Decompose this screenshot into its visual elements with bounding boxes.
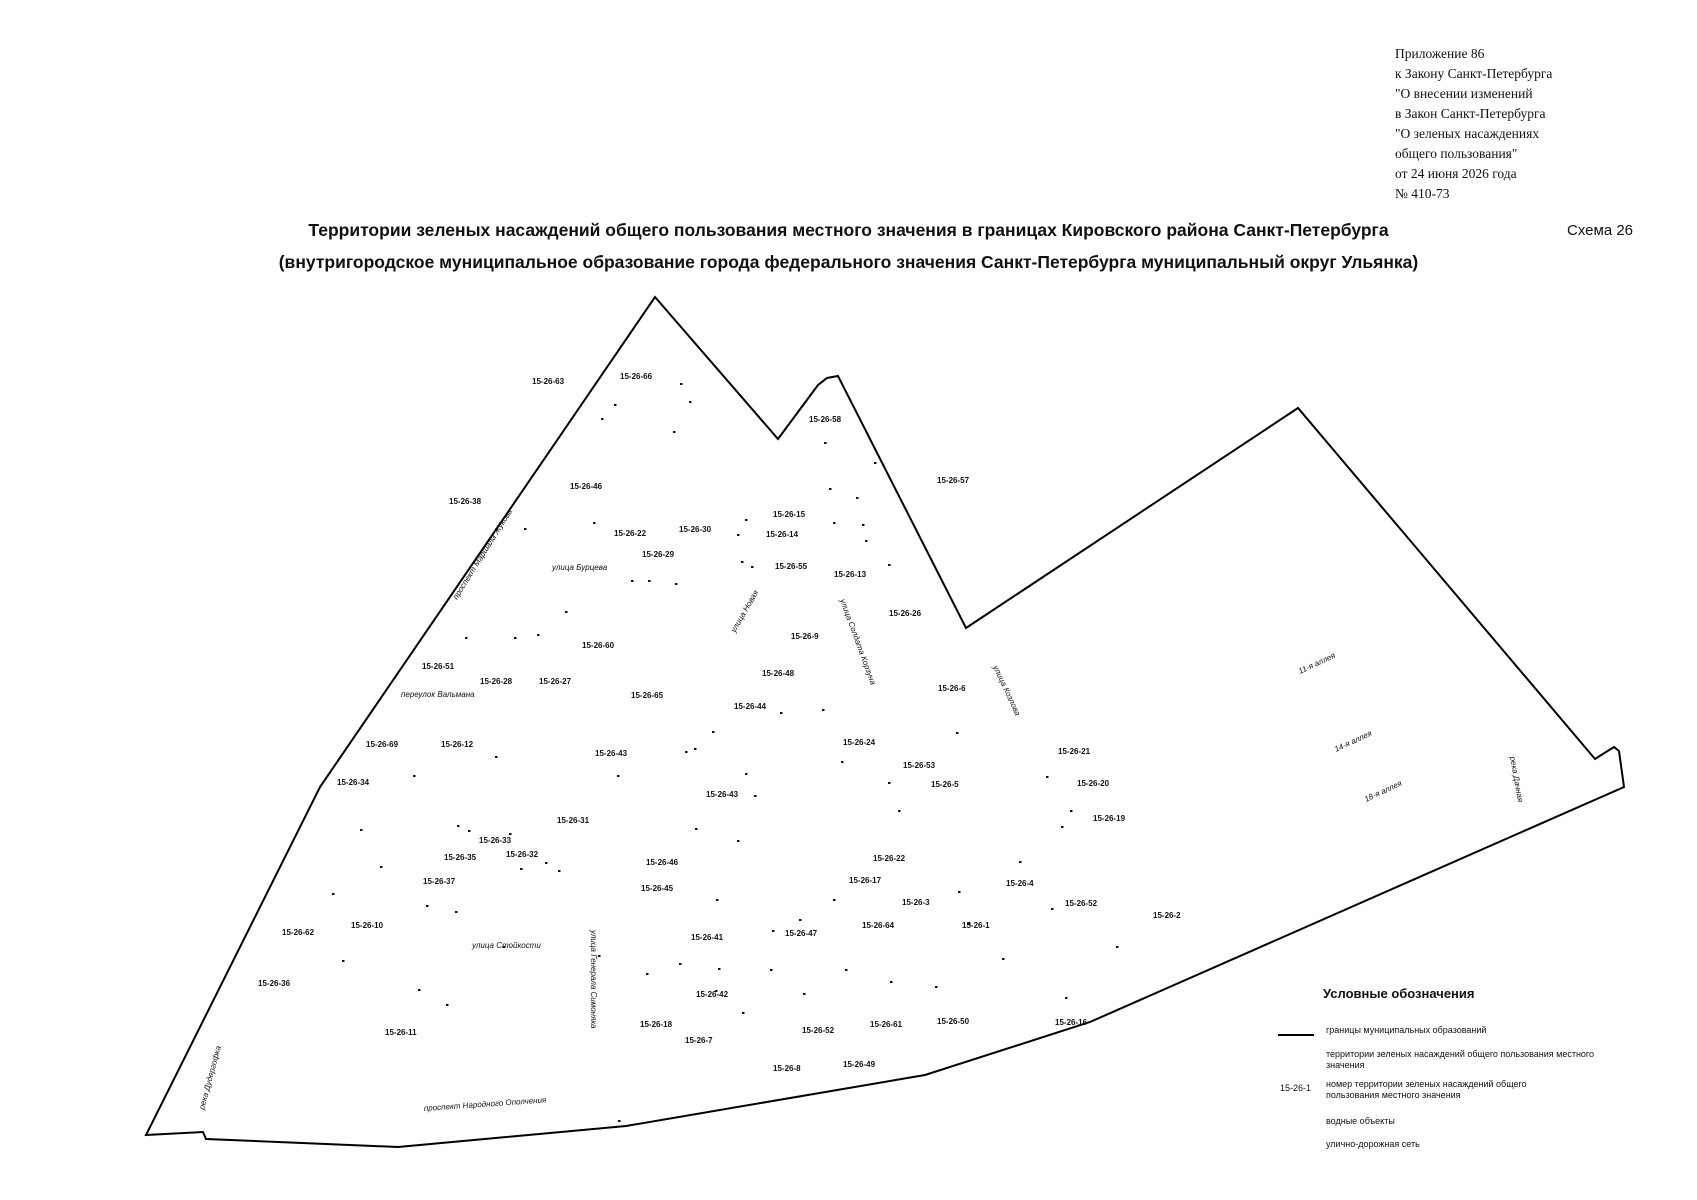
territory-label: 15-26-53	[903, 761, 936, 770]
territory-label: 15-26-24	[843, 738, 876, 747]
territory-label: 15-26-34	[337, 778, 370, 787]
territory-marker	[675, 583, 678, 585]
territory-label: 15-26-19	[1093, 814, 1126, 823]
territory-label: 15-26-11	[385, 1028, 417, 1037]
annex-line: № 410-73	[1395, 186, 1450, 201]
territory-marker	[1070, 810, 1073, 812]
territory-marker	[751, 566, 754, 568]
territory-marker	[614, 404, 617, 406]
territory-marker	[509, 833, 512, 835]
territory-label: 15-26-26	[889, 609, 922, 618]
territory-label: 15-26-43	[595, 749, 628, 758]
territory-marker	[745, 519, 748, 521]
territory-marker	[1051, 908, 1054, 910]
territory-label: 15-26-29	[642, 550, 675, 559]
territory-marker	[874, 462, 877, 464]
street-label: проспект Народного Ополчения	[423, 1095, 547, 1113]
territory-label: 15-26-9	[791, 632, 819, 641]
territory-marker	[601, 418, 604, 420]
territory-label: 15-26-32	[506, 850, 539, 859]
street-label: улица Бурцева	[552, 563, 608, 572]
territory-label: 15-26-63	[532, 377, 565, 386]
territory-marker	[332, 893, 335, 895]
territory-marker	[890, 981, 893, 983]
page-subtitle: (внутригородское муниципальное образование города федерального значения Санкт-Петербурга муниципальный округ Ульянка)	[278, 252, 1419, 272]
territory-marker	[1019, 861, 1022, 863]
territory-label: 15-26-21	[1058, 747, 1091, 756]
territory-marker	[426, 905, 429, 907]
territory-label: 15-26-27	[539, 677, 572, 686]
territory-marker	[617, 775, 620, 777]
street-label: улица Козлова	[991, 664, 1023, 717]
territory-marker	[1065, 997, 1068, 999]
legend-sample-number: 15-26-1	[1280, 1083, 1312, 1093]
territory-label: 15-26-36	[258, 979, 291, 988]
territory-marker	[631, 580, 634, 582]
territory-marker	[718, 968, 721, 970]
territory-marker	[457, 825, 460, 827]
territory-marker	[716, 899, 719, 901]
territory-marker	[841, 761, 844, 763]
territory-label: 15-26-46	[646, 858, 679, 867]
territory-marker	[465, 637, 468, 639]
territory-label: 15-26-12	[441, 740, 474, 749]
territory-marker	[712, 731, 715, 733]
territory-marker	[745, 773, 748, 775]
territory-marker	[956, 732, 959, 734]
annex-line: в Закон Санкт-Петербурга	[1395, 106, 1546, 121]
territory-label: 15-26-1	[962, 921, 990, 930]
territory-label: 15-26-17	[849, 876, 882, 885]
annex-line: общего пользования"	[1395, 146, 1518, 161]
territory-markers	[332, 383, 1119, 1122]
territory-marker	[468, 830, 471, 832]
street-label: проспект Маршала Жукова	[451, 507, 515, 602]
legend-title: Условные обозначения	[1323, 986, 1475, 1001]
territory-label: 15-26-35	[444, 853, 477, 862]
street-label: 11-я аллея	[1297, 650, 1337, 676]
territory-label: 15-26-20	[1077, 779, 1110, 788]
legend-item-road-network: улично-дорожная сеть	[1326, 1139, 1420, 1149]
legend-item-green-territory: территории зеленых насаждений общего пользования местного значения	[1326, 1049, 1595, 1070]
territory-marker	[958, 891, 961, 893]
territory-marker	[865, 540, 868, 542]
street-label: река Дачная	[1508, 755, 1525, 803]
territory-marker	[524, 528, 527, 530]
territory-marker	[455, 911, 458, 913]
territory-marker	[1002, 958, 1005, 960]
territory-marker	[742, 1012, 745, 1014]
street-label: переулок Вальмана	[401, 690, 475, 699]
territory-marker	[413, 775, 416, 777]
territory-label: 15-26-33	[479, 836, 512, 845]
territory-marker	[558, 870, 561, 872]
territory-marker	[646, 973, 649, 975]
territory-marker	[737, 840, 740, 842]
legend-item-water: водные объекты	[1326, 1116, 1395, 1126]
territory-label: 15-26-6	[938, 684, 966, 693]
territory-marker	[360, 829, 363, 831]
territory-label: 15-26-13	[834, 570, 867, 579]
territory-label: 15-26-22	[614, 529, 647, 538]
legend-item-boundary: границы муниципальных образований	[1326, 1025, 1487, 1035]
territory-label: 15-26-37	[423, 877, 456, 886]
annex-line: Приложение 86	[1395, 46, 1485, 61]
territory-marker	[673, 431, 676, 433]
territory-label: 15-26-22	[873, 854, 906, 863]
territory-labels	[258, 372, 1181, 1073]
territory-marker	[780, 712, 783, 714]
territory-label: 15-26-16	[1055, 1018, 1088, 1027]
territory-label: 15-26-64	[862, 921, 895, 930]
territory-marker	[342, 960, 345, 962]
territory-label: 15-26-45	[641, 884, 674, 893]
street-label: улица Новая	[728, 588, 761, 634]
territory-marker	[446, 1004, 449, 1006]
territory-label: 15-26-3	[902, 898, 930, 907]
territory-marker	[754, 795, 757, 797]
territory-marker	[685, 751, 688, 753]
territory-label: 15-26-49	[843, 1060, 876, 1069]
territory-label: 15-26-60	[582, 641, 615, 650]
territory-label: 15-26-57	[937, 476, 970, 485]
territory-marker	[856, 497, 859, 499]
annex-line: к Закону Санкт-Петербурга	[1395, 66, 1553, 81]
territory-label: 15-26-48	[762, 669, 795, 678]
territory-label: 15-26-62	[282, 928, 315, 937]
territory-marker	[680, 383, 683, 385]
territory-label: 15-26-15	[773, 510, 806, 519]
territory-label: 15-26-41	[691, 933, 724, 942]
territory-label: 15-26-46	[570, 482, 603, 491]
annex-line: "О внесении изменений	[1395, 86, 1533, 101]
territory-marker	[1061, 826, 1064, 828]
territory-marker	[380, 866, 383, 868]
territory-label: 15-26-69	[366, 740, 399, 749]
territory-label: 15-26-52	[1065, 899, 1098, 908]
territory-label: 15-26-8	[773, 1064, 801, 1073]
territory-marker	[695, 828, 698, 830]
territory-marker	[772, 930, 775, 932]
territory-marker	[648, 580, 651, 582]
territory-label: 15-26-7	[685, 1036, 713, 1045]
street-label: улица Генерала Симоняка	[589, 930, 598, 1029]
territory-marker	[495, 756, 498, 758]
territory-label: 15-26-61	[870, 1020, 903, 1029]
territory-label: 15-26-5	[931, 780, 959, 789]
territory-marker	[545, 862, 548, 864]
territory-marker	[565, 611, 568, 613]
territory-label: 15-26-52	[802, 1026, 835, 1035]
territory-marker	[618, 1120, 621, 1122]
territory-label: 15-26-4	[1006, 879, 1034, 888]
territory-marker	[537, 634, 540, 636]
street-label: 14-я аллея	[1333, 728, 1374, 754]
street-label: 18-я аллея	[1363, 778, 1404, 804]
territory-marker	[418, 989, 421, 991]
territory-label: 15-26-18	[640, 1020, 673, 1029]
territory-label: 15-26-44	[734, 702, 767, 711]
territory-label: 15-26-30	[679, 525, 712, 534]
territory-label: 15-26-66	[620, 372, 653, 381]
territory-label: 15-26-42	[696, 990, 729, 999]
scheme-number: Схема 26	[1567, 222, 1634, 239]
territory-marker	[593, 522, 596, 524]
territory-marker	[689, 401, 692, 403]
territory-marker	[1046, 776, 1049, 778]
territory-label: 15-26-47	[785, 929, 818, 938]
territory-marker	[694, 748, 697, 750]
territory-marker	[514, 637, 517, 639]
territory-marker	[1116, 946, 1119, 948]
territory-marker	[737, 534, 740, 536]
territory-label: 15-26-51	[422, 662, 455, 671]
territory-marker	[833, 522, 836, 524]
territory-label: 15-26-50	[937, 1017, 970, 1026]
annex-line: от 24 июня 2026 года	[1395, 166, 1517, 181]
territory-label: 15-26-38	[449, 497, 482, 506]
territory-marker	[888, 564, 891, 566]
territory-label: 15-26-43	[706, 790, 739, 799]
territory-marker	[898, 810, 901, 812]
territory-marker	[679, 963, 682, 965]
territory-marker	[803, 993, 806, 995]
territory-label: 15-26-28	[480, 677, 513, 686]
territory-label: 15-26-10	[351, 921, 384, 930]
territory-label: 15-26-65	[631, 691, 664, 700]
territory-label: 15-26-55	[775, 562, 808, 571]
page-title: Территории зеленых насаждений общего пользования местного значения в границах Кировского района Санкт-Петербурга	[308, 220, 1389, 240]
legend-boundary-line	[1278, 1034, 1314, 1036]
street-labels	[197, 507, 1525, 1113]
territory-label: 15-26-31	[557, 816, 590, 825]
territory-marker	[770, 969, 773, 971]
territory-marker	[799, 919, 802, 921]
territory-marker	[741, 561, 744, 563]
territory-label: 15-26-58	[809, 415, 842, 424]
legend-item-territory-number: номер территории зеленых насаждений общего пользования местного значения	[1326, 1079, 1527, 1100]
territory-marker	[520, 868, 523, 870]
territory-label: 15-26-2	[1153, 911, 1181, 920]
annex-line: "О зеленых насаждениях	[1395, 126, 1540, 141]
territory-marker	[833, 899, 836, 901]
territory-marker	[829, 488, 832, 490]
street-label: улица Стойкости	[472, 941, 541, 950]
territory-marker	[845, 969, 848, 971]
street-label: река Дудергофка	[197, 1044, 223, 1111]
territory-marker	[862, 524, 865, 526]
territory-marker	[935, 986, 938, 988]
street-label: улица Солдата Корзуна	[838, 597, 878, 686]
territory-marker	[824, 442, 827, 444]
territory-marker	[888, 782, 891, 784]
territory-label: 15-26-14	[766, 530, 799, 539]
territory-marker	[822, 709, 825, 711]
